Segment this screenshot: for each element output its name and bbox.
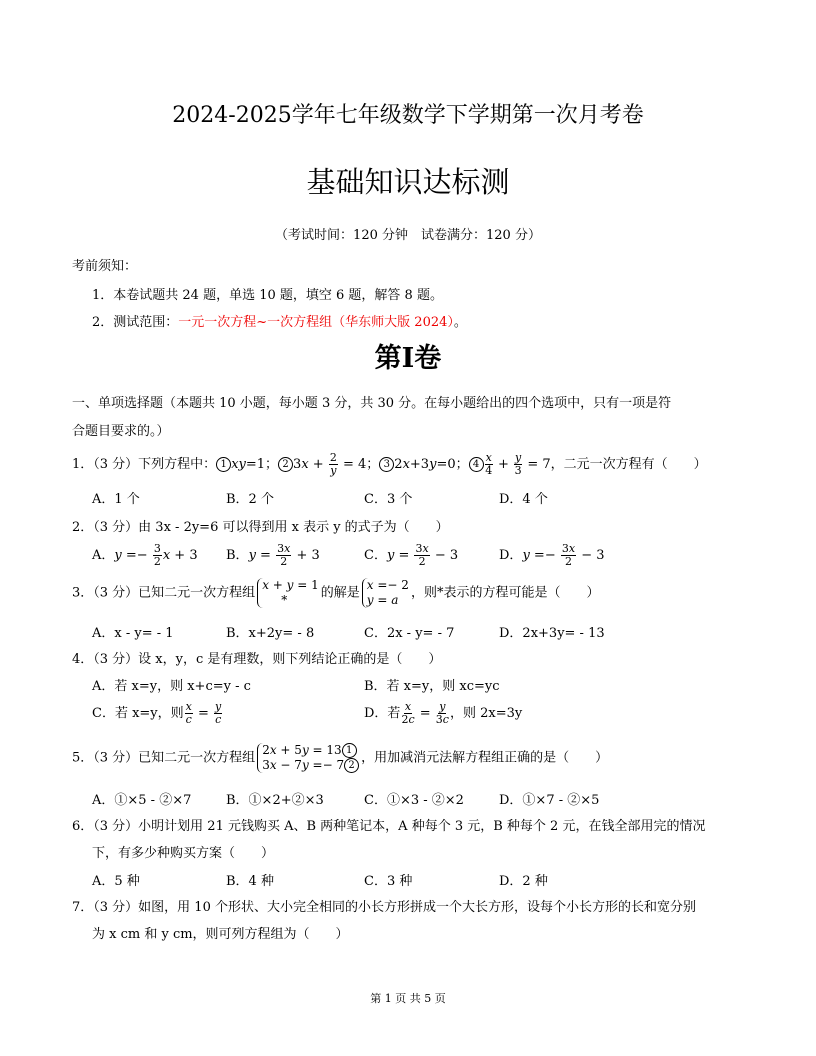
question-1-option-d: D．4 个	[499, 492, 548, 507]
section-heading-line2: 合题目要求的。）	[72, 424, 170, 439]
question-4-option-b: B．若 x=y，则 xc=yc	[364, 679, 500, 694]
exam-info: （考试时间：120 分钟 试卷满分：120 分）	[275, 228, 541, 243]
volume-title: 第I卷	[374, 343, 442, 374]
question-4-stem: 4．（3 分）设 x，y，c 是有理数，则下列结论正确的是（ ）	[72, 652, 442, 667]
question-6-option-a: A．5 种	[92, 874, 140, 889]
paper-subtitle: 基础知识达标测	[306, 165, 510, 199]
question-5-stem: 5．（3 分）已知二元一次方程组2x + 5y = 13 1 3x − 7y =− 7 2 ，用加减消元法解方程组正确的是（ ）	[72, 743, 609, 772]
question-5-option-c: C．①×3 - ②×2	[364, 793, 464, 808]
test-scope: 一元一次方程~一次方程组（华东师大版 2024）	[178, 315, 454, 330]
notice-item-1: 1．本卷试题共 24 题，单选 10 题，填空 6 题，解答 8 题。	[92, 288, 443, 303]
question-7-line1: 7．（3 分）如图，用 10 个形状、大小完全相同的小长方形拼成一个大长方形，设每个小长方形的长和宽分别	[72, 900, 696, 915]
question-7-line2: 为 x cm 和 y cm，则可列方程组为（ ）	[92, 927, 349, 942]
question-4-option-c: C．若 x=y，则 $\frac{x}{c}$ = $\frac{y}{c}$	[92, 700, 222, 726]
question-6-line2: 下，有多少种购买方案（ ）	[92, 846, 275, 861]
question-4-option-a: A．若 x=y，则 x+c=y - c	[92, 679, 251, 694]
question-4-option-d: D．若 $\frac{x}{2c}$ = $\frac{y}{3c}$ ，则 2x=3y	[364, 700, 523, 726]
question-2-option-d: D．y =− $\frac{3x}{2}$ − 3	[499, 542, 605, 568]
question-6-option-b: B．4 种	[226, 874, 274, 889]
question-2-stem: 2．（3 分）由 3x - 2y=6 可以得到用 x 表示 y 的式子为（ ）	[72, 520, 449, 535]
question-1-option-a: A．1 个	[92, 492, 140, 507]
question-2-option-a: A．y =− $\frac{3}{2}$ x + 3	[92, 542, 198, 568]
page-footer: 第 1 页 共 5 页	[370, 992, 446, 1005]
question-5-option-b: B．①×2+②×3	[226, 793, 324, 808]
notice-item-2: 2．测试范围：一元一次方程~一次方程组（华东师大版 2024）。	[92, 315, 467, 330]
question-1-option-c: C．3 个	[364, 492, 413, 507]
question-6-option-c: C．3 种	[364, 874, 413, 889]
notice-heading: 考前须知：	[72, 259, 138, 274]
question-3-option-d: D．2x+3y= - 13	[499, 626, 605, 641]
question-6-option-d: D．2 种	[499, 874, 548, 889]
question-6-line1: 6．（3 分）小明计划用 21 元钱购买 A、B 两种笔记本，A 种每个 3 元，B 种每个 2 元，在钱全部用完的情况	[72, 819, 706, 834]
question-3-stem: 3．（3 分）已知二元一次方程组x + y = 1 * 的解是x =− 2 y = a ，则*表示的方程可能是（ ）	[72, 578, 600, 607]
question-2-option-c: C．y = $\frac{3x}{2}$ − 3	[364, 542, 459, 568]
question-2-option-b: B．y = $\frac{3x}{2}$ + 3	[226, 542, 320, 568]
section-heading-line1: 一、单项选择题（本题共 10 小题，每小题 3 分，共 30 分。在每小题给出的四个选项中，只有一项是符	[72, 396, 672, 411]
question-5-option-a: A．①×5 - ②×7	[92, 793, 192, 808]
question-3-option-b: B．x+2y= - 8	[226, 626, 315, 641]
question-1-option-b: B．2 个	[226, 492, 274, 507]
question-1-stem: 1．（3 分）下列方程中： 1 xy=1； 2 3x + $\frac{2}{y}$ = 4； 3 2x+3y=0； 4 $\frac{x}{4}$ + $\frac{y}{3}$ = 7，二元一次方程有（ ）	[72, 451, 707, 477]
question-5-option-d: D．①×7 - ②×5	[499, 793, 600, 808]
question-3-option-a: A．x - y= - 1	[92, 626, 174, 641]
question-3-option-c: C．2x - y= - 7	[364, 626, 455, 641]
paper-title: 2024-2025学年七年级数学下学期第一次月考卷	[172, 103, 644, 128]
